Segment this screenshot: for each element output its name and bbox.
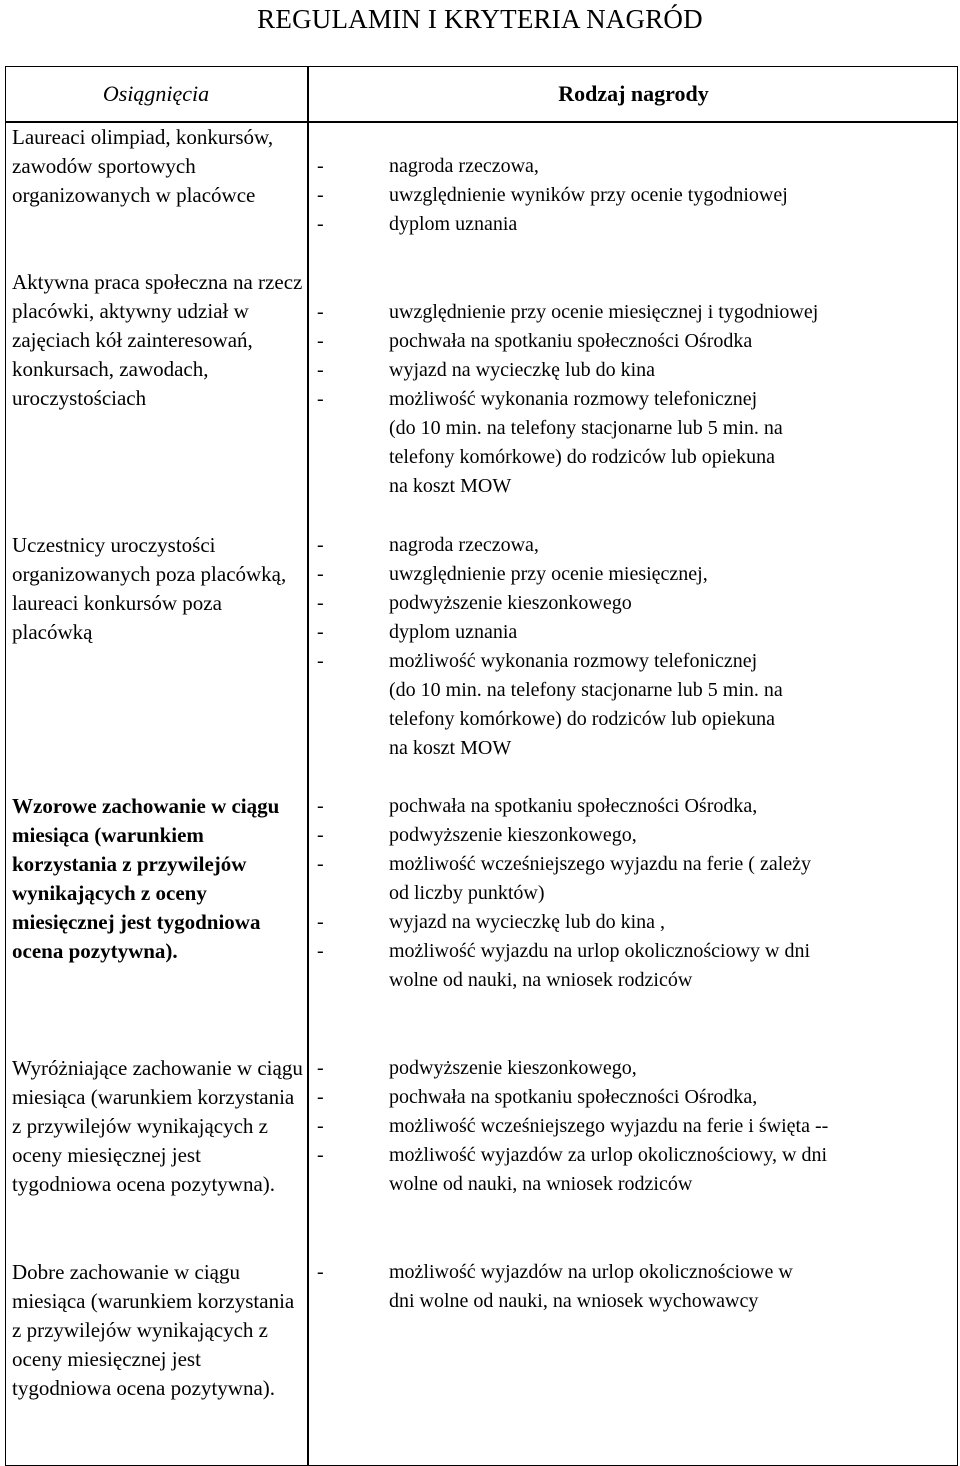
- award-item: - możliwość wykonania rozmowy telefonicznej (do 10 min. na telefony stacjonarne lub 5 min. na telefony komórkowe) do rodziców lub opiekuna na koszt MOW: [317, 650, 783, 759]
- award-item: - dyplom uznania: [317, 213, 518, 235]
- award-item: - pochwała na spotkaniu społeczności Ośrodka,: [317, 1086, 758, 1108]
- award-item: - uwzględnienie wyników przy ocenie tygodniowej: [317, 184, 788, 206]
- award-list: [317, 1054, 957, 1199]
- award-item: - podwyższenie kieszonkowego: [317, 592, 632, 614]
- award-list: [317, 531, 957, 763]
- award-item: - podwyższenie kieszonkowego,: [317, 1057, 637, 1079]
- document-title: REGULAMIN I KRYTERIA NAGRÓD: [257, 4, 703, 34]
- award-text: podwyższenie kieszonkowego: [389, 592, 632, 614]
- award-text: uwzględnienie przy ocenie miesięcznej,: [389, 563, 708, 585]
- award-text: nagroda rzeczowa,: [389, 155, 539, 177]
- award-text: wyjazd na wycieczkę lub do kina: [389, 359, 656, 381]
- award-item: - nagroda rzeczowa,: [317, 534, 539, 556]
- award-item: - możliwość wyjazdu na urlop okolicznościowy w dni wolne od nauki, na wniosek rodziców: [317, 940, 811, 991]
- award-text: podwyższenie kieszonkowego,: [389, 824, 637, 846]
- achievement-cell: Dobre zachowanie w ciągu miesiąca (warunkiem korzystania z przywilejów wynikających z oceny miesięcznej jest tygodniowa ocena pozytywna).: [12, 1260, 295, 1400]
- header-award-type: Rodzaj nagrody: [558, 81, 709, 106]
- award-item: - nagroda rzeczowa,: [317, 155, 539, 177]
- achievement-cell: Laureaci olimpiad, konkursów, zawodów sportowych organizowanych w placówce: [12, 125, 274, 207]
- award-text: dyplom uznania: [389, 213, 518, 235]
- award-item: - pochwała na spotkaniu społeczności Ośrodka: [317, 330, 753, 352]
- award-item: - uwzględnienie przy ocenie miesięcznej i tygodniowej: [317, 301, 819, 323]
- award-item: - uwzględnienie przy ocenie miesięcznej,: [317, 563, 708, 585]
- award-item: - możliwość wykonania rozmowy telefonicznej (do 10 min. na telefony stacjonarne lub 5 min. na telefony komórkowe) do rodziców lub opiekuna na koszt MOW: [317, 388, 783, 497]
- award-item: - możliwość wcześniejszego wyjazdu na ferie ( zależy od liczby punktów): [317, 853, 812, 904]
- award-text: pochwała na spotkaniu społeczności Ośrodka,: [389, 795, 758, 817]
- award-text: uwzględnienie wyników przy ocenie tygodniowej: [389, 184, 788, 206]
- column-divider: [307, 66, 309, 1466]
- achievement-cell: Uczestnicy uroczystości organizowanych poza placówką, laureaci konkursów poza placówką: [12, 533, 287, 644]
- award-text: możliwość wykonania rozmowy telefonicznej (do 10 min. na telefony stacjonarne lub 5 min. na telefony komórkowe) do rodziców lub opiekuna na koszt MOW: [389, 388, 783, 497]
- award-text: możliwość wcześniejszego wyjazdu na ferie ( zależy od liczby punktów): [389, 853, 812, 904]
- award-text: pochwała na spotkaniu społeczności Ośrodka,: [389, 1086, 758, 1108]
- award-item: - wyjazd na wycieczkę lub do kina: [317, 359, 656, 381]
- achievement-cell: Wzorowe zachowanie w ciągu miesiąca (warunkiem korzystania z przywilejów wynikających z oceny miesięcznej jest tygodniowa ocena pozytywna).: [12, 794, 280, 963]
- award-list: [317, 152, 957, 239]
- award-list: [317, 792, 957, 995]
- award-list: [317, 298, 957, 501]
- header-achievements: Osiągnięcia: [102, 81, 210, 106]
- award-text: pochwała na spotkaniu społeczności Ośrodka: [389, 330, 753, 352]
- award-list: [317, 1258, 957, 1316]
- achievement-cell: Aktywna praca społeczna na rzecz placówki, aktywny udział w zajęciach kół zainteresowań, konkursach, zawodach, uroczystościach: [12, 270, 303, 410]
- award-text: uwzględnienie przy ocenie miesięcznej i tygodniowej: [389, 301, 819, 323]
- award-text: nagroda rzeczowa,: [389, 534, 539, 556]
- award-text: możliwość wykonania rozmowy telefonicznej (do 10 min. na telefony stacjonarne lub 5 min. na telefony komórkowe) do rodziców lub opiekuna na koszt MOW: [389, 650, 783, 759]
- award-item: - możliwość wyjazdów na urlop okolicznościowe w dni wolne od nauki, na wniosek wychowawcy: [317, 1261, 793, 1312]
- award-text: możliwość wyjazdów za urlop okolicznościowy, w dni wolne od nauki, na wniosek rodziców: [389, 1144, 828, 1195]
- award-text: podwyższenie kieszonkowego,: [389, 1057, 637, 1079]
- award-item: - możliwość wyjazdów za urlop okolicznościowy, w dni wolne od nauki, na wniosek rodziców: [317, 1144, 828, 1195]
- achievement-cell: Wyróżniające zachowanie w ciągu miesiąca (warunkiem korzystania z przywilejów wynikających z oceny miesięcznej jest tygodniowa ocena pozytywna).: [12, 1056, 303, 1196]
- award-text: możliwość wcześniejszego wyjazdu na ferie i święta --: [389, 1115, 829, 1137]
- award-item: - podwyższenie kieszonkowego,: [317, 824, 637, 846]
- award-item: - dyplom uznania: [317, 621, 518, 643]
- award-text: możliwość wyjazdów na urlop okolicznościowe w dni wolne od nauki, na wniosek wychowawcy: [389, 1261, 793, 1312]
- award-text: dyplom uznania: [389, 621, 518, 643]
- award-text: wyjazd na wycieczkę lub do kina ,: [389, 911, 666, 933]
- award-item: - wyjazd na wycieczkę lub do kina ,: [317, 911, 666, 933]
- award-text: możliwość wyjazdu na urlop okolicznościowy w dni wolne od nauki, na wniosek rodziców: [389, 940, 811, 991]
- award-item: - możliwość wcześniejszego wyjazdu na ferie i święta --: [317, 1115, 829, 1137]
- award-item: - pochwała na spotkaniu społeczności Ośrodka,: [317, 795, 758, 817]
